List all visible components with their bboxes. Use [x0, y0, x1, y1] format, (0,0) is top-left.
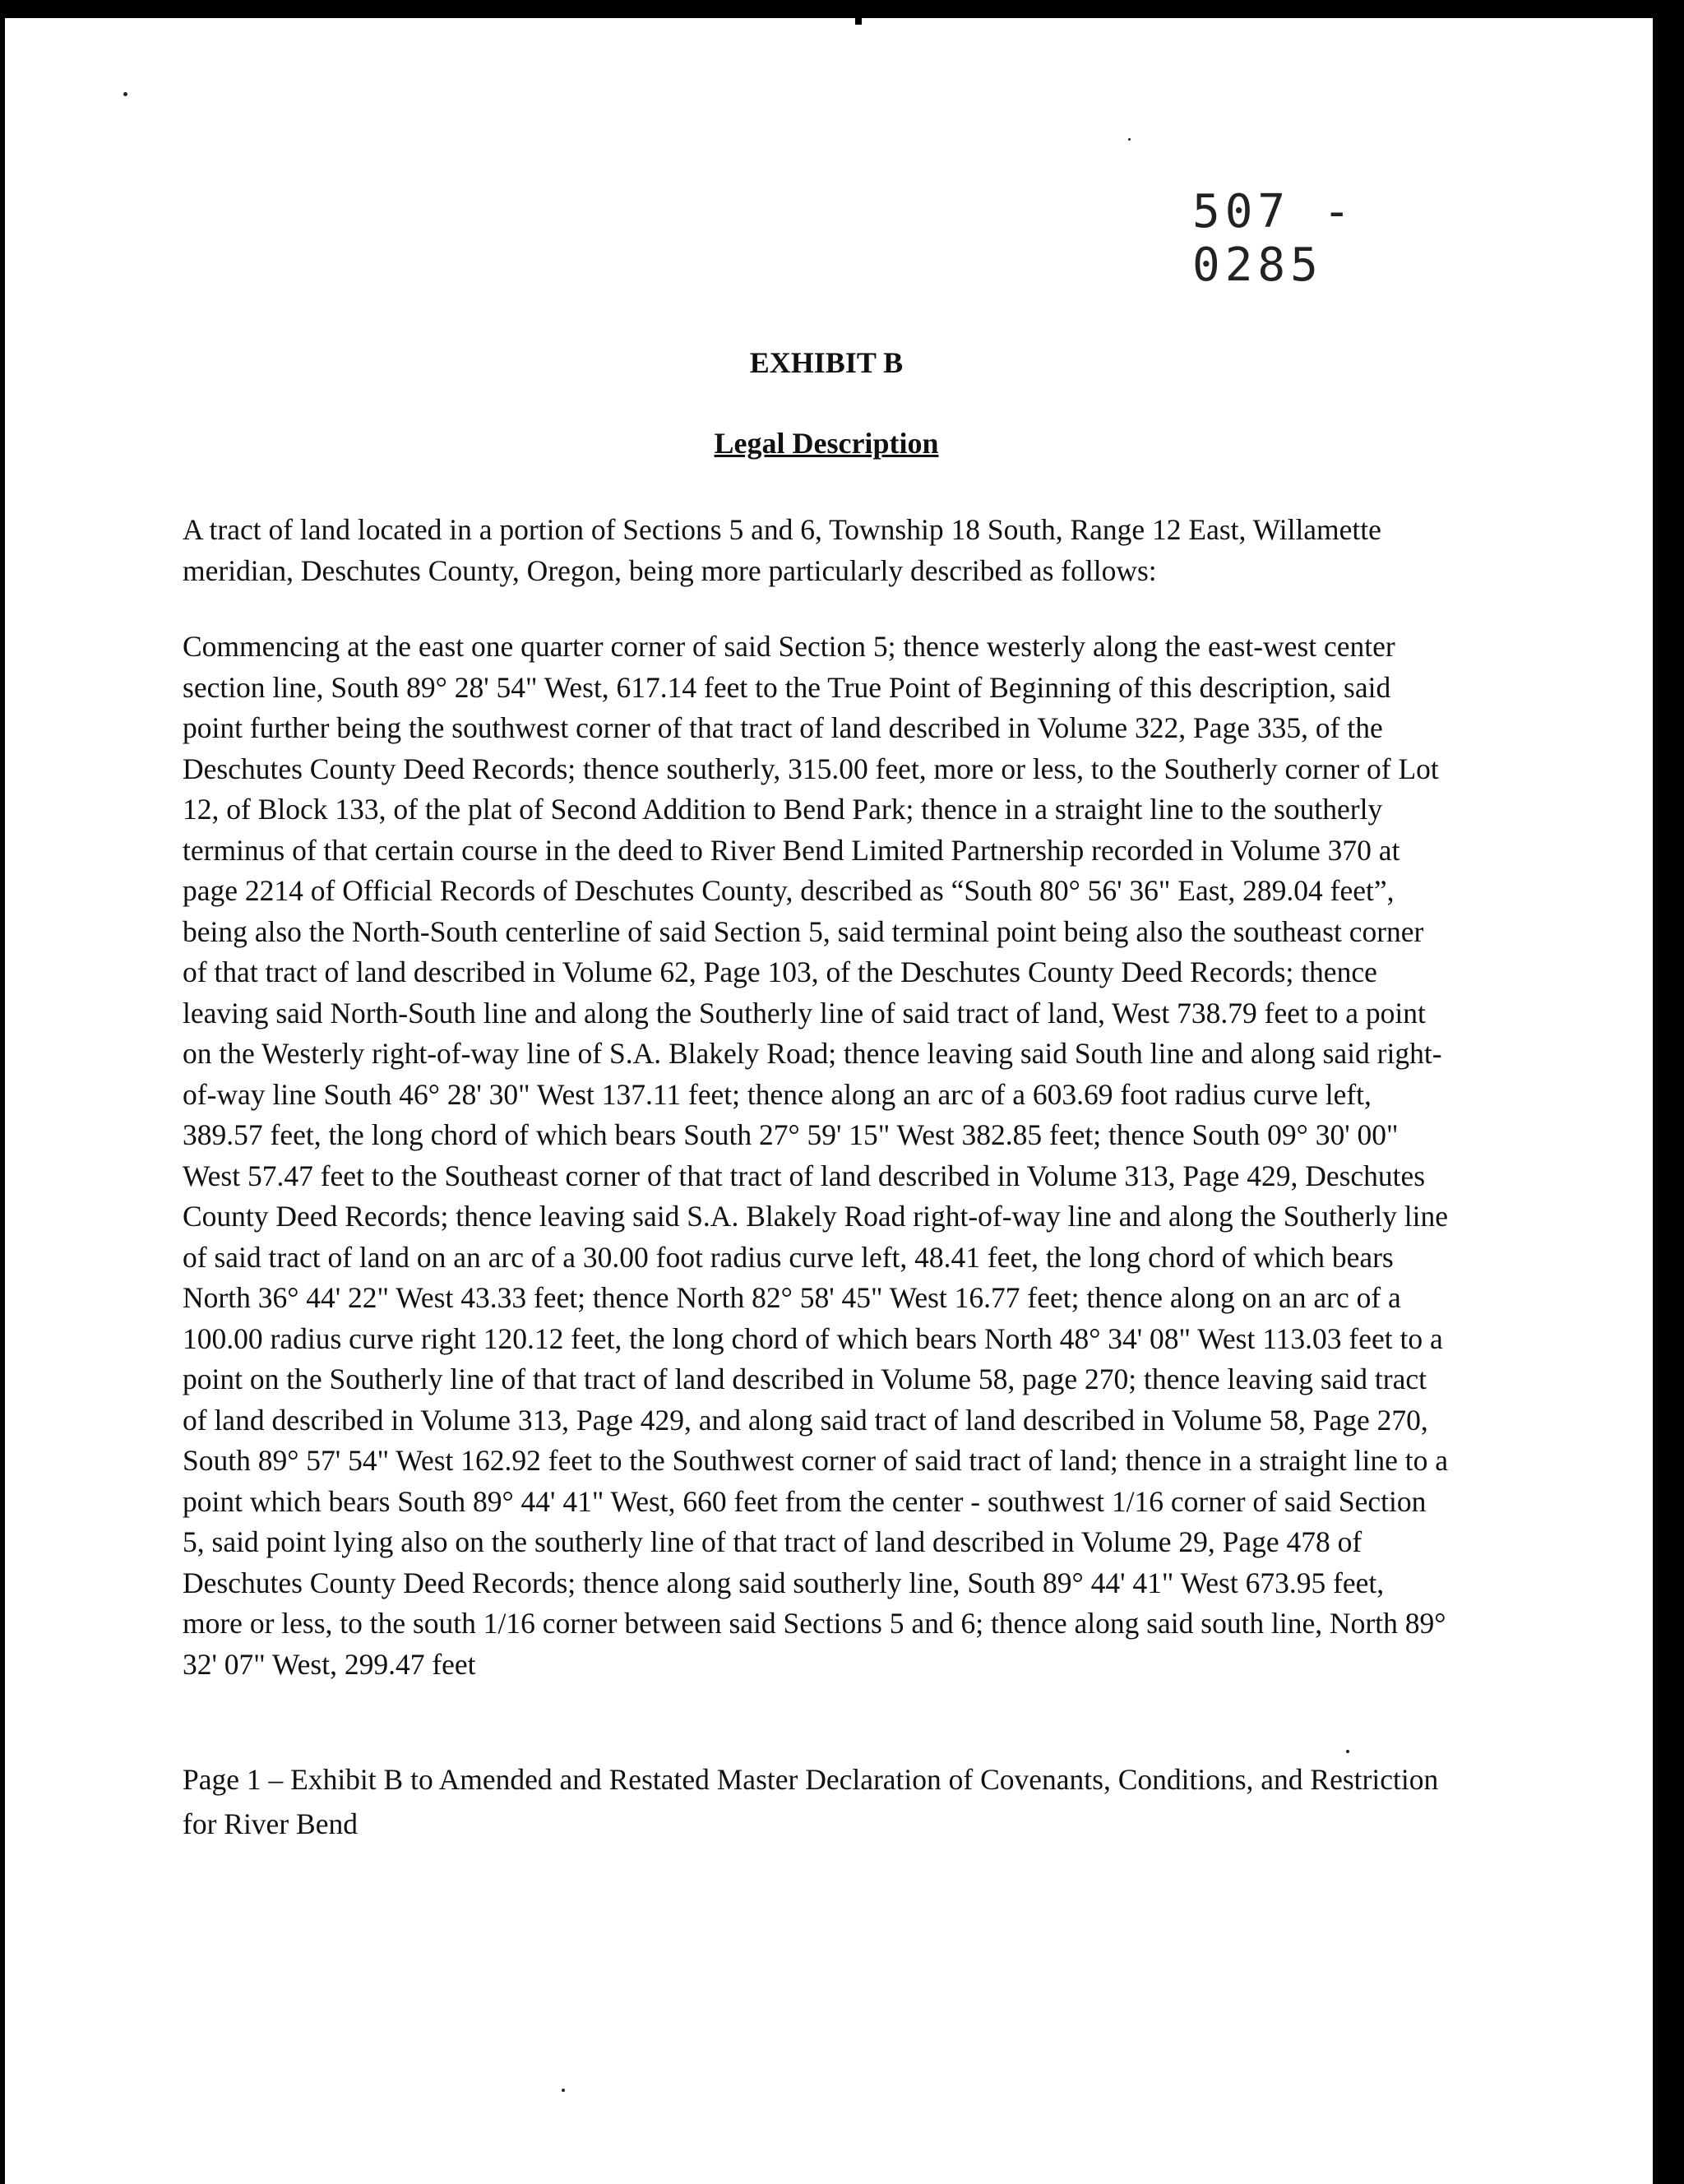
legal-description-heading: Legal Description	[714, 427, 939, 460]
scan-speck	[1128, 138, 1131, 141]
intro-paragraph: A tract of land located in a portion of Sections 5 and 6, Township 18 South, Range 12 East, Willamette meridian, Deschutes County, Oregon, being more particularly described as follows:	[183, 513, 1381, 587]
scan-border-top	[0, 0, 1684, 18]
scan-border-left	[0, 0, 5, 2184]
scan-notch	[855, 0, 862, 25]
legal-description-paragraph: Commencing at the east one quarter corner of said Section 5; thence westerly along the east-west center section line, South 89° 28' 54" West, 617.14 feet to the True Point of Beginning of this description, said point further being the southwest corner of that tract of land described in Volume 322, Page 335, of the Deschutes County Deed Records; thence southerly, 315.00 feet, more or less, to the Southerly corner of Lot 12, of Block 133, of the plat of Second Addition to Bend Park; thence in a straight line to the southerly terminus of that certain course in the deed to River Bend Limited Partnership recorded in Volume 370 at page 2214 of Official Records of Deschutes County, described as “South 80° 56' 36" East, 289.04 feet”, being also the North-South centerline of said Section 5, said terminal point being also the southeast corner of that tract of land described in Volume 62, Page 103, of the Deschutes County Deed Records; thence leaving said North-South line and along the Southerly line of said tract of land, West 738.79 feet to a point on the Westerly right-of-way line of S.A. Blakely Road; thence leaving said South line and along said right-of-way line South 46° 28' 30" West 137.11 feet; thence along an arc of a 603.69 foot radius curve left, 389.57 feet, the long chord of which bears South 27° 59' 15" West 382.85 feet; thence South 09° 30' 00" West 57.47 feet to the Southeast corner of that tract of land described in Volume 313, Page 429, Deschutes County Deed Records; thence leaving said S.A. Blakely Road right-of-way line and along the Southerly line of said tract of land on an arc of a 30.00 foot radius curve left, 48.41 feet, the long chord of which bears North 36° 44' 22" West 43.33 feet; thence North 82° 58' 45" West 16.77 feet; thence along on an arc of a 100.00 radius curve right 120.12 feet, the long chord of which bears North 48° 34' 08" West 113.03 feet to a point on the Southerly line of that tract of land described in Volume 58, page 270; thence leaving said tract of land described in Volume 313, Page 429, and along said tract of land described in Volume 58, Page 270, South 89° 57' 54" West 162.92 feet to the Southwest corner of said tract of land; thence in a straight line to a point which bears South 89° 44' 41" West, 660 feet from the center - southwest 1/16 corner of said Section 5, said point lying also on the southerly line of that tract of land described in Volume 29, Page 478 of Deschutes County Deed Records; thence along said southerly line, South 89° 44' 41" West 673.95 feet, more or less, to the south 1/16 corner between said Sections 5 and 6; thence along said south line, North 89° 32' 07" West, 299.47 feet	[183, 630, 1448, 1681]
scan-speck	[562, 2089, 565, 2092]
scan-speck	[123, 92, 127, 96]
document-number: 507 - 0285	[1192, 185, 1356, 292]
page-footer: Page 1 – Exhibit B to Amended and Restated Master Declaration of Covenants, Conditions, and Restriction for River Bend	[183, 1763, 1439, 1840]
scan-speck	[1346, 1750, 1349, 1753]
scan-border-right	[1653, 0, 1684, 2184]
exhibit-title: EXHIBIT B	[749, 346, 904, 379]
